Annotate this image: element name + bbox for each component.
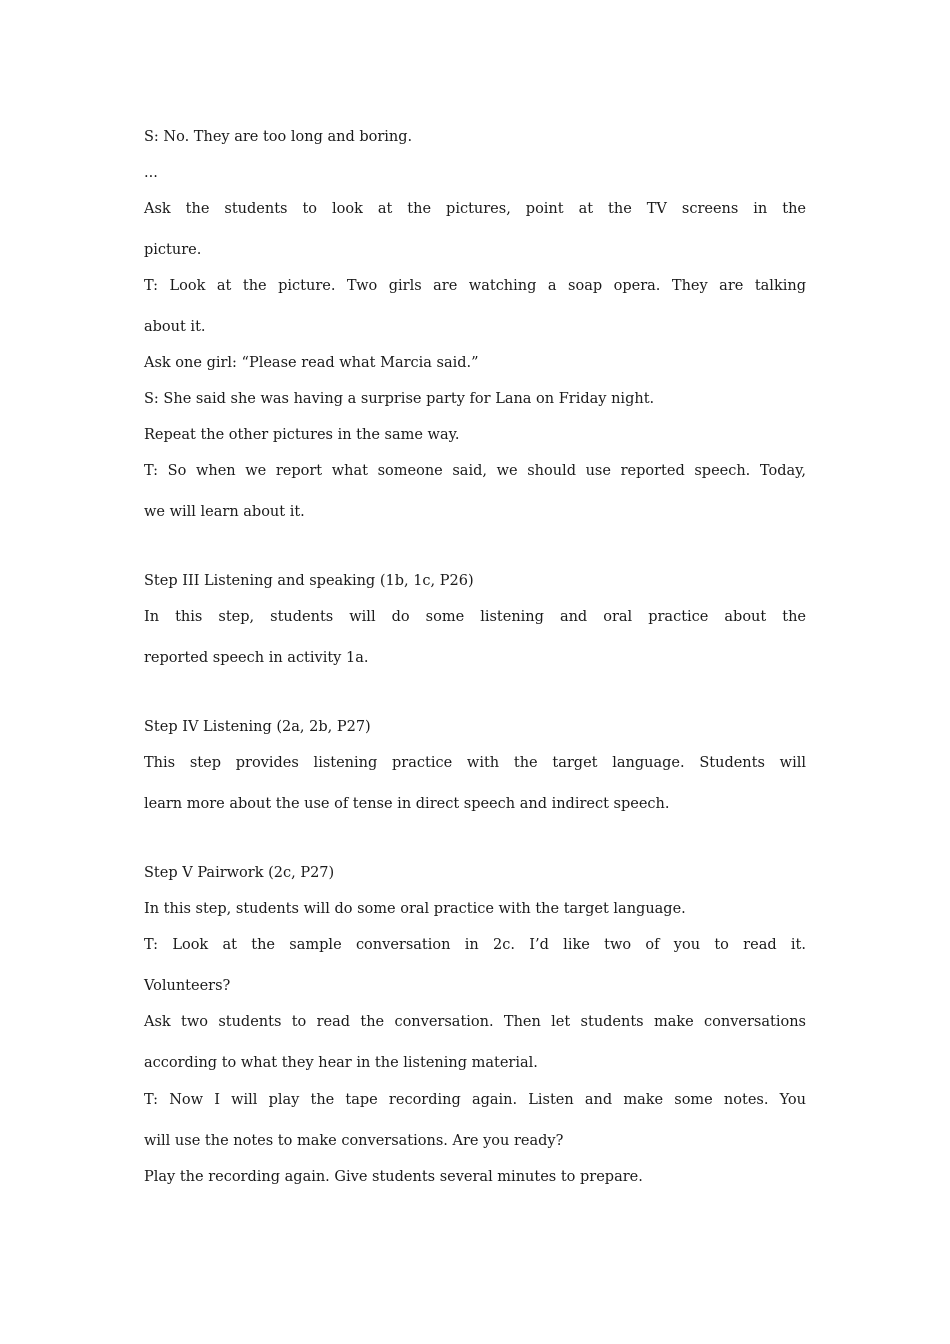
text-line: Repeat the other pictures in the same way. [144,427,460,443]
text-line: will use the notes to make conversations. Are you ready? [144,1133,564,1149]
text-line: S: No. They are too long and boring. [144,129,413,145]
text-line: T: Look at the sample conversation in 2c. I’d like two of you to read it. [144,937,806,953]
text-line: Ask one girl: “Please read what Marcia said.” [144,355,479,371]
text-line: according to what they hear in the listening material. [144,1055,538,1071]
text-line: reported speech in activity 1a. [144,650,369,666]
text-line: picture. [144,242,202,258]
text-line: S: She said she was having a surprise party for Lana on Friday night. [144,391,655,407]
text-line: Ask two students to read the conversation. Then let students make conversations [144,1014,806,1030]
section-heading: Step IV Listening (2a, 2b, P27) [144,719,371,735]
section-heading: Step V Pairwork (2c, P27) [144,865,335,881]
text-line: T: Look at the picture. Two girls are watching a soap opera. They are talking [144,278,806,294]
text-line: This step provides listening practice with the target language. Students will [144,755,806,771]
text-line: T: Now I will play the tape recording again. Listen and make some notes. You [144,1092,806,1108]
text-line: Ask the students to look at the pictures, point at the TV screens in the [144,201,806,217]
section-heading: Step III Listening and speaking (1b, 1c, P26) [144,573,474,589]
text-line: T: So when we report what someone said, we should use reported speech. Today, [144,463,806,479]
text-line: about it. [144,319,206,335]
text-line: In this step, students will do some listening and oral practice about the [144,609,806,625]
text-line: ... [144,165,158,181]
text-line: learn more about the use of tense in direct speech and indirect speech. [144,796,670,812]
text-line: we will learn about it. [144,504,305,520]
text-line: Volunteers? [144,978,231,994]
text-line: In this step, students will do some oral practice with the target language. [144,901,686,917]
text-line: Play the recording again. Give students several minutes to prepare. [144,1169,643,1185]
